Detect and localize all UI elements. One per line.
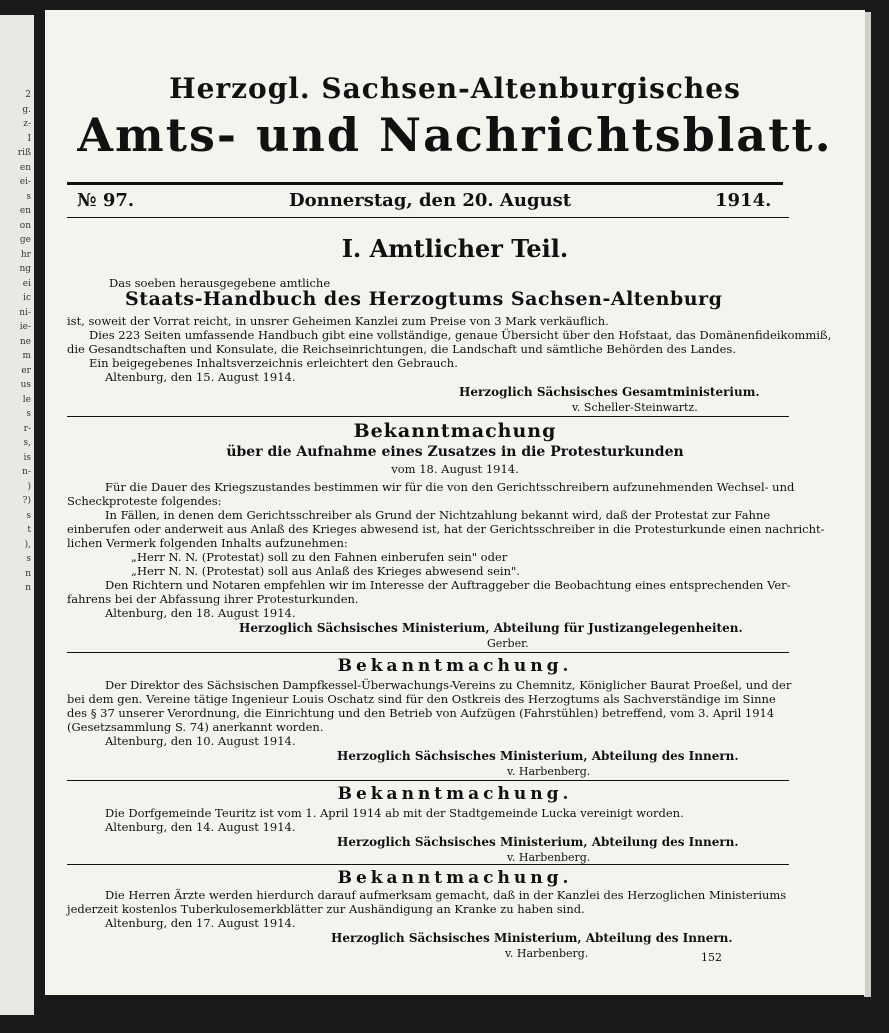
- n5-title: Bekanntmachung.: [337, 868, 573, 888]
- n2-line-3: In Fällen, in denen dem Gerichtsschreiber als Grund der Nichtzahlung bekannt wird, daß der Protestat zur Fahne: [105, 508, 771, 522]
- left-page-fragment: t: [27, 525, 31, 535]
- left-page-fragment: ge: [19, 235, 31, 245]
- n5-place-date: Altenburg, den 17. August 1914.: [105, 916, 296, 930]
- left-page-fragment: us: [20, 380, 31, 390]
- divider-4: [67, 864, 789, 865]
- left-page-fragment: 2: [25, 90, 31, 100]
- left-page-fragment: s: [26, 510, 31, 521]
- left-page-fragment: s: [26, 191, 31, 202]
- n5-authority: Herzoglich Sächsisches Ministerium, Abteilung des Innern.: [331, 931, 733, 945]
- n3-signer: v. Harbenberg.: [507, 765, 591, 778]
- n2-line-9: fahrens bei der Abfassung ihrer Protesturkunden.: [67, 592, 359, 606]
- issue-number: № 97.: [77, 190, 135, 211]
- page-side-edge: [864, 12, 871, 997]
- n1-title: Staats-Handbuch des Herzogtums Sachsen-Altenburg: [125, 288, 723, 310]
- n2-line-6: „Herr N. N. (Protestat) soll zu den Fahnen einberufen sein" oder: [131, 550, 508, 564]
- left-page-fragment: m: [22, 351, 31, 361]
- n1-authority: Herzoglich Sächsisches Gesamtministerium.: [459, 385, 760, 399]
- divider-1: [67, 416, 789, 417]
- divider-3: [67, 780, 789, 781]
- left-page-fragment: en: [19, 206, 31, 216]
- n2-date-line: vom 18. August 1914.: [391, 462, 519, 476]
- left-page-fragment: g.: [22, 104, 31, 115]
- n2-subtitle: über die Aufnahme eines Zusatzes in die Protesturkunden: [226, 444, 684, 460]
- left-page-fragment: r-: [23, 423, 31, 434]
- left-page-fragment: on: [19, 220, 31, 231]
- left-page-fragment: ?): [22, 496, 31, 506]
- n2-line-1: Für die Dauer des Kriegszustandes bestimmen wir für die von den Gerichtsschreibern aufzunehmenden Wechsel- und: [105, 480, 795, 494]
- left-page-fragment: ei: [22, 278, 31, 289]
- left-page-fragment: is: [23, 452, 31, 463]
- n5-line-1: Die Herren Ärzte werden hierdurch darauf aufmerksam gemacht, daß in der Kanzlei des Herzoglichen Ministeriums: [105, 888, 787, 902]
- left-page-edge: [0, 15, 34, 1015]
- n2-title: Bekanntmachung: [353, 420, 557, 442]
- left-page-fragment: ni-: [19, 307, 31, 318]
- left-page-fragment: n-: [22, 467, 31, 477]
- n1-line-3: die Gesandtschaften und Konsulate, die Reichseinrichtungen, die Landschaft und sämtliche Behörden des Landes.: [67, 342, 736, 356]
- issue-date: Donnerstag, den 20. August: [289, 190, 572, 211]
- n1-line-1: ist, soweit der Vorrat reicht, in unsrer Geheimen Kanzlei zum Preise von 3 Mark verkäuflich.: [67, 314, 609, 328]
- n4-line: Die Dorfgemeinde Teuritz ist vom 1. April 1914 ab mit der Stadtgemeinde Lucka vereinigt worden.: [105, 806, 684, 820]
- n2-signer: Gerber.: [487, 637, 529, 650]
- n3-authority: Herzoglich Sächsisches Ministerium, Abteilung des Innern.: [337, 749, 739, 763]
- left-page-fragment: ic: [23, 293, 31, 303]
- n2-line-8: Den Richtern und Notaren empfehlen wir im Interesse der Auftraggeber die Beobachtung eines entsprechenden Ver-: [105, 578, 791, 592]
- left-page-fragment: riß: [17, 148, 31, 158]
- left-page-fragment: en: [19, 162, 31, 173]
- masthead-line1: Herzogl. Sachsen-Altenburgisches: [169, 72, 741, 105]
- left-page-fragment: ie-: [19, 322, 31, 332]
- left-page-fragment: ei-: [19, 177, 31, 187]
- n1-place-date: Altenburg, den 15. August 1914.: [105, 370, 296, 384]
- n5-signer: v. Harbenberg.: [505, 947, 589, 960]
- n3-line-3: des § 37 unserer Verordnung, die Einrichtung und den Betrieb von Aufzügen (Fahrstühlen) betreffend, vom 3. April 1914: [67, 706, 775, 720]
- left-page-fragment: ng: [19, 264, 31, 274]
- n3-line-1: Der Direktor des Sächsischen Dampfkessel-Überwachungs-Vereins zu Chemnitz, Königlicher Baurat Proeßel, und der: [105, 678, 792, 692]
- left-page-fragment: I: [27, 133, 31, 144]
- left-page-fragment: s: [26, 554, 31, 564]
- left-page-fragment: ): [27, 481, 31, 492]
- left-page-fragment: n: [25, 583, 31, 593]
- masthead-rule-top: [67, 182, 783, 185]
- n3-line-2: bei dem gen. Vereine tätige Ingenieur Louis Oschatz sind für den Ostkreis des Herzogtums als Sachverständige im Sinne: [67, 692, 776, 706]
- left-page-fragment: z-: [23, 119, 31, 129]
- issue-year: 1914.: [715, 190, 772, 211]
- n2-line-2: Scheckproteste folgendes:: [67, 494, 222, 508]
- page-number: 152: [701, 951, 722, 964]
- n3-line-4: (Gesetzsammlung S. 74) anerkannt worden.: [67, 720, 324, 734]
- n1-line-2: Dies 223 Seiten umfassende Handbuch gibt eine vollständige, genaue Übersicht über den Hofstaat, das Domänenfideikommiß,: [89, 328, 832, 342]
- left-page-fragment: ne: [19, 336, 31, 347]
- left-page-fragment: ),: [24, 539, 31, 550]
- n4-signer: v. Harbenberg.: [507, 851, 591, 864]
- left-page-fragment: le: [22, 394, 31, 405]
- divider-2: [67, 652, 789, 653]
- left-page-fragment: n: [25, 568, 31, 579]
- n1-signer: v. Scheller-Steinwartz.: [572, 401, 698, 414]
- left-page-fragment: s,: [23, 438, 31, 448]
- section-title: I. Amtlicher Teil.: [341, 234, 569, 263]
- left-page-fragment: s: [26, 409, 31, 419]
- n4-title: Bekanntmachung.: [337, 784, 573, 804]
- n2-place-date: Altenburg, den 18. August 1914.: [105, 606, 296, 620]
- n2-line-4: einberufen oder anderweit aus Anlaß des Krieges abwesend ist, hat der Gerichtsschreiber in die Protesturkunde einen nachricht-: [67, 522, 825, 536]
- n3-title: Bekanntmachung.: [337, 656, 573, 676]
- n3-place-date: Altenburg, den 10. August 1914.: [105, 734, 296, 748]
- n2-line-7: „Herr N. N. (Protestat) soll aus Anlaß des Krieges abwesend sein".: [131, 564, 520, 578]
- n2-authority: Herzoglich Sächsisches Ministerium, Abteilung für Justizangelegenheiten.: [239, 621, 743, 635]
- n1-intro: Das soeben herausgegebene amtliche: [109, 276, 331, 290]
- n4-place-date: Altenburg, den 14. August 1914.: [105, 820, 296, 834]
- newspaper-page: [45, 10, 865, 995]
- masthead-line2: Amts- und Nachrichtsblatt.: [77, 108, 833, 162]
- n2-line-5: lichen Vermerk folgenden Inhalts aufzunehmen:: [67, 536, 348, 550]
- masthead-rule-bottom: [67, 217, 789, 218]
- n1-line-4: Ein beigegebenes Inhaltsverzeichnis erleichtert den Gebrauch.: [89, 356, 458, 370]
- left-page-fragment: er: [21, 365, 31, 376]
- left-page-fragment: hr: [20, 249, 31, 260]
- n5-line-2: jederzeit kostenlos Tuberkulosemerkblätter zur Aushändigung an Kranke zu haben sind.: [67, 902, 585, 916]
- n4-authority: Herzoglich Sächsisches Ministerium, Abteilung des Innern.: [337, 835, 739, 849]
